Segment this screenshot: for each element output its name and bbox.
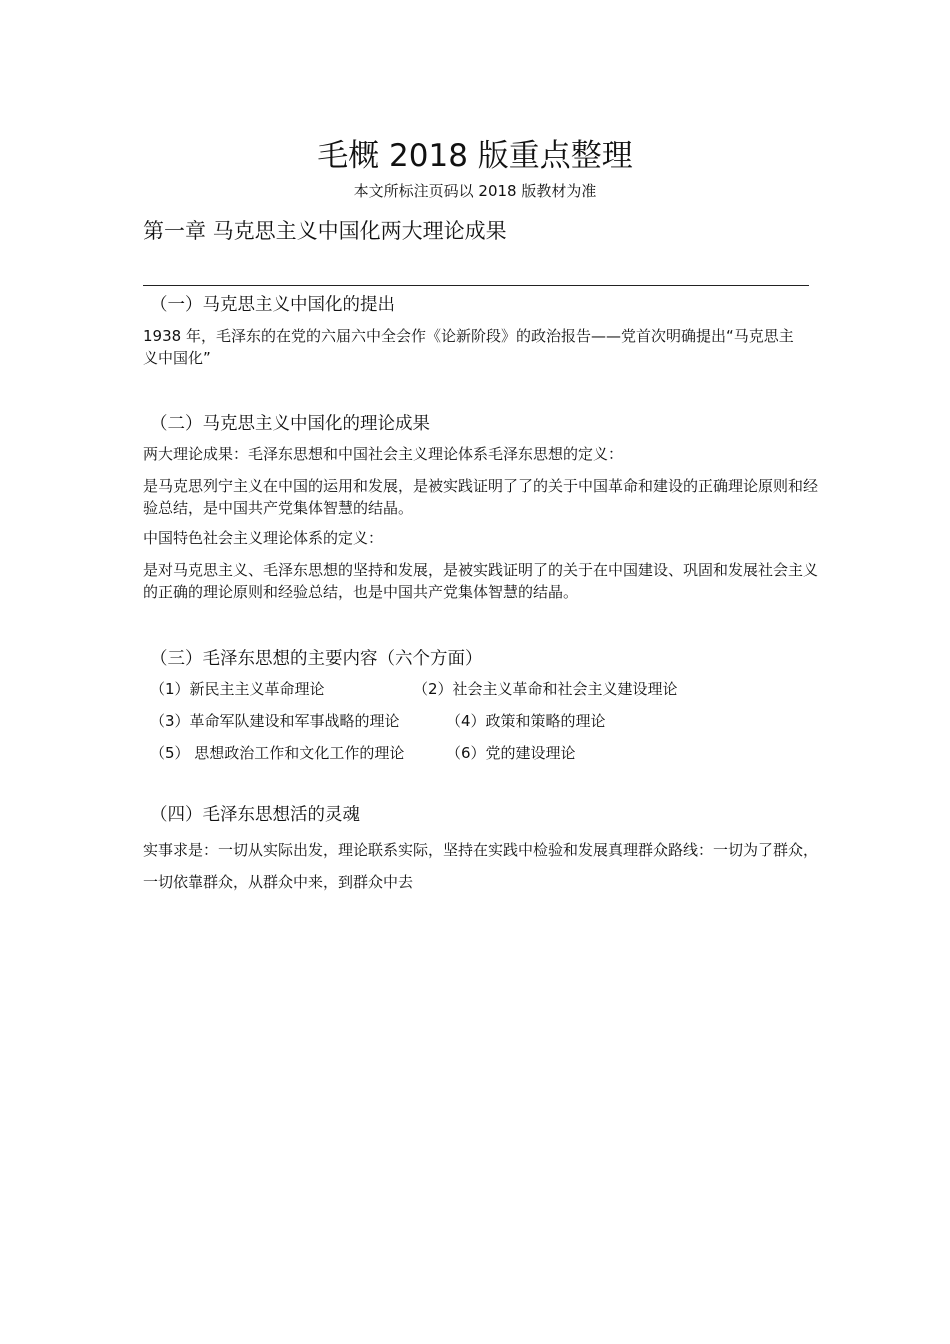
document-title: 毛概 2018 版重点整理 [317, 138, 633, 174]
section-heading-1: （一）马克思主义中国化的提出 [150, 295, 395, 315]
list-item: （1）新民主主义革命理论 [150, 680, 325, 698]
list-item: （6）党的建设理论 [446, 744, 576, 762]
section-heading-4: （四）毛泽东思想活的灵魂 [150, 805, 360, 825]
section-2-paragraph-4: 是对马克思主义、毛泽东思想的坚持和发展，是被实践证明了的关于在中国建设、巩固和发展社会主义的正确的理论原则和经验总结，也是中国共产党集体智慧的结晶。 [143, 561, 819, 601]
section-2-paragraph-3: 中国特色社会主义理论体系的定义： [143, 529, 384, 547]
section-4-paragraph: 实事求是：一切从实际出发，理论联系实际，坚持在实践中检验和发展真理群众路线：一切为了群众，一切依靠群众，从群众中来，到群众中去 [143, 841, 819, 891]
list-item: （3）革命军队建设和军事战略的理论 [150, 712, 400, 730]
document-subtitle: 本文所标注页码以 2018 版教材为准 [353, 182, 597, 200]
list-item: （5） 思想政治工作和文化工作的理论 [150, 744, 405, 762]
section-heading-2: （二）马克思主义中国化的理论成果 [150, 414, 430, 434]
horizontal-divider [143, 285, 809, 286]
chapter-heading: 第一章 马克思主义中国化两大理论成果 [143, 219, 507, 243]
list-item: （2）社会主义革命和社会主义建设理论 [413, 680, 678, 698]
section-2-paragraph-1: 两大理论成果：毛泽东思想和中国社会主义理论体系毛泽东思想的定义： [143, 445, 624, 463]
section-1-paragraph: 1938 年，毛泽东的在党的六届六中全会作《论新阶段》的政治报告——党首次明确提出“马克思主义中国化” [143, 327, 794, 367]
section-2-paragraph-2: 是马克思列宁主义在中国的运用和发展，是被实践证明了了的关于中国革命和建设的正确理论原则和经验总结，是中国共产党集体智慧的结晶。 [143, 477, 819, 517]
section-heading-3: （三）毛泽东思想的主要内容（六个方面） [150, 649, 483, 669]
list-item: （4）政策和策略的理论 [446, 712, 606, 730]
